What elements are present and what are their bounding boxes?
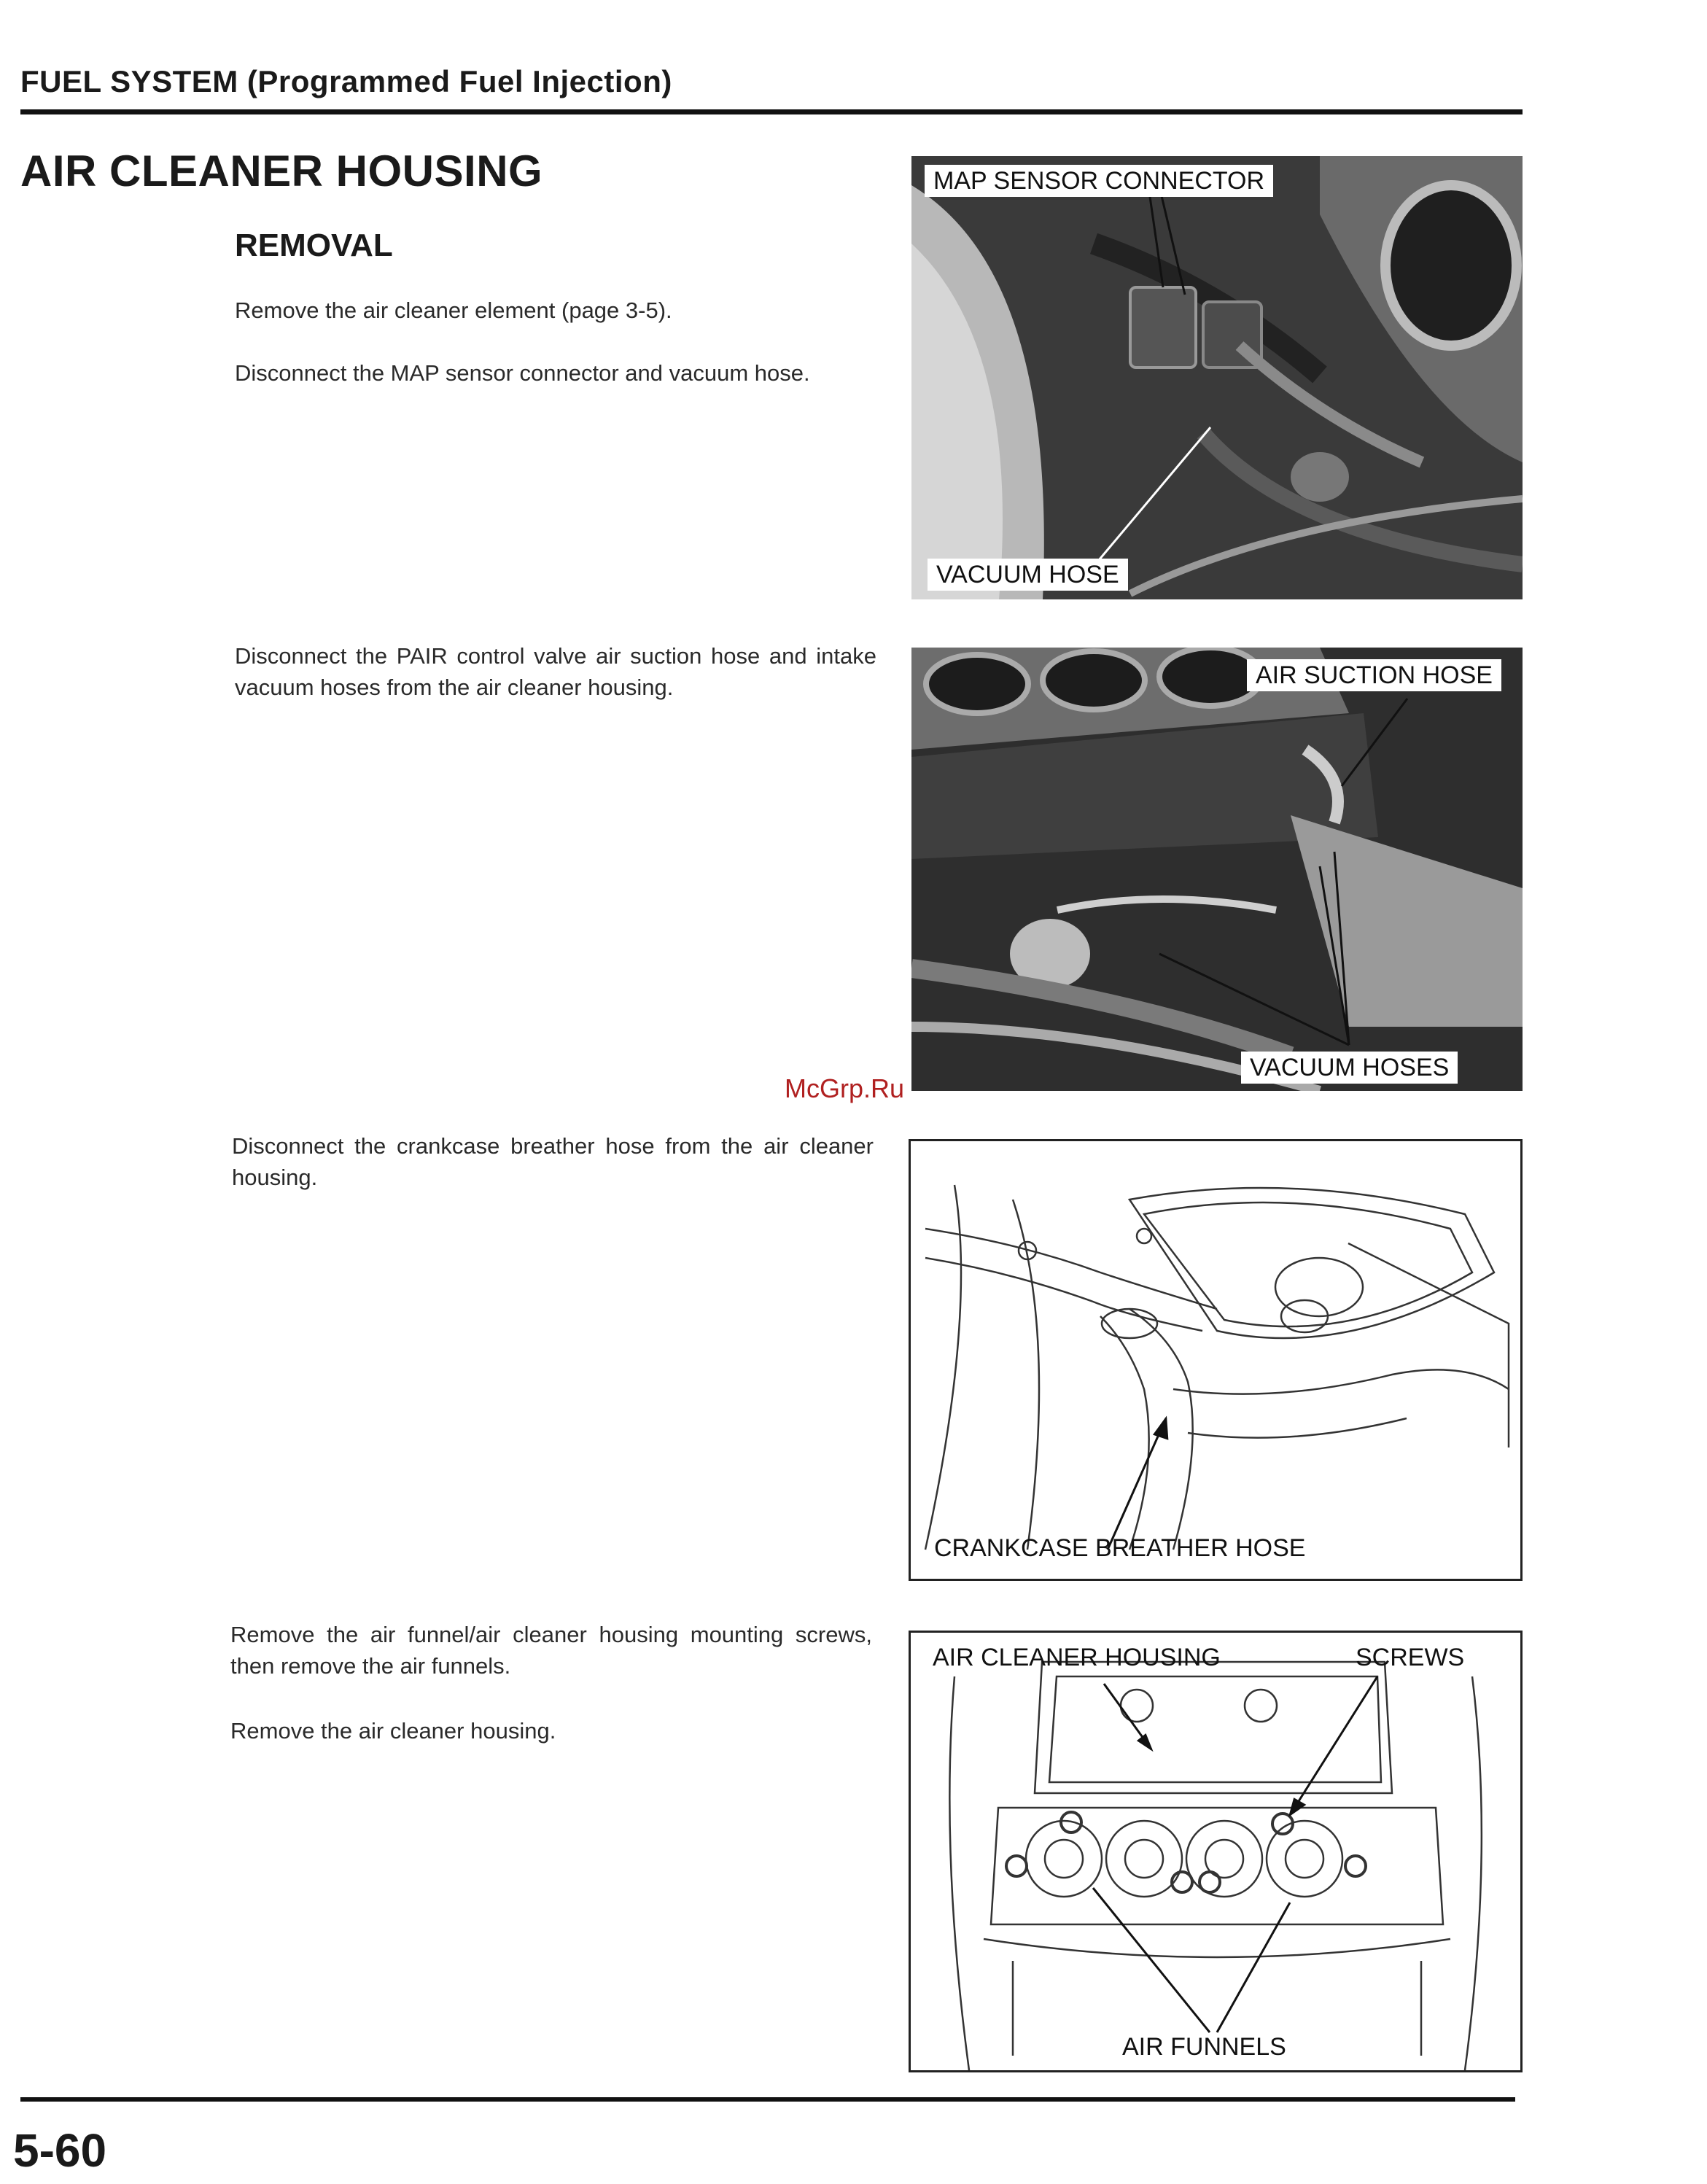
callout-map-sensor-connector: MAP SENSOR CONNECTOR [925, 165, 1273, 197]
header-divider [20, 109, 1523, 114]
section-header: FUEL SYSTEM (Programmed Fuel Injection) [20, 64, 672, 98]
step-2-text: Disconnect the MAP sensor connector and vacuum hose. [235, 360, 810, 386]
air-suction-hose-photo-art [911, 648, 1523, 1091]
step-6-text: Remove the air cleaner housing. [230, 1718, 556, 1744]
air-suction-hose-photo [911, 648, 1523, 1091]
step-3-text: Disconnect the PAIR control valve air suction hose and intake vacuum hoses from the air cleaner housing. [235, 643, 876, 700]
step-5-text: Remove the air funnel/air cleaner housing mounting screws, then remove the air funnels. [230, 1622, 872, 1679]
callout-air-funnels: AIR FUNNELS [1122, 2033, 1286, 2061]
step-4-text: Disconnect the crankcase breather hose from the air cleaner housing. [232, 1133, 874, 1190]
footer-divider [20, 2097, 1515, 2102]
map-sensor-photo-art [911, 156, 1523, 599]
callout-air-cleaner-housing: AIR CLEANER HOUSING [933, 1644, 1221, 1671]
crankcase-breather-hose-drawing [909, 1139, 1523, 1581]
callout-screws: SCREWS [1356, 1644, 1465, 1671]
callout-vacuum-hose: VACUUM HOSE [928, 559, 1128, 591]
watermark: McGrp.Ru [785, 1073, 905, 1103]
page-number: 5-60 [13, 2124, 107, 2177]
step-1-text: Remove the air cleaner element (page 3-5). [235, 298, 672, 323]
air-cleaner-housing-drawing-art [911, 1633, 1520, 2070]
air-cleaner-housing-drawing [909, 1631, 1523, 2072]
callout-air-suction-hose: AIR SUCTION HOSE [1247, 659, 1501, 691]
map-sensor-photo [911, 156, 1523, 599]
callout-vacuum-hoses: VACUUM HOSES [1241, 1052, 1458, 1084]
section-subtitle: REMOVAL [235, 228, 393, 263]
crankcase-breather-hose-drawing-art [911, 1141, 1520, 1579]
page-title: AIR CLEANER HOUSING [20, 147, 543, 195]
callout-crankcase-breather-hose: CRANKCASE BREATHER HOSE [934, 1534, 1306, 1562]
